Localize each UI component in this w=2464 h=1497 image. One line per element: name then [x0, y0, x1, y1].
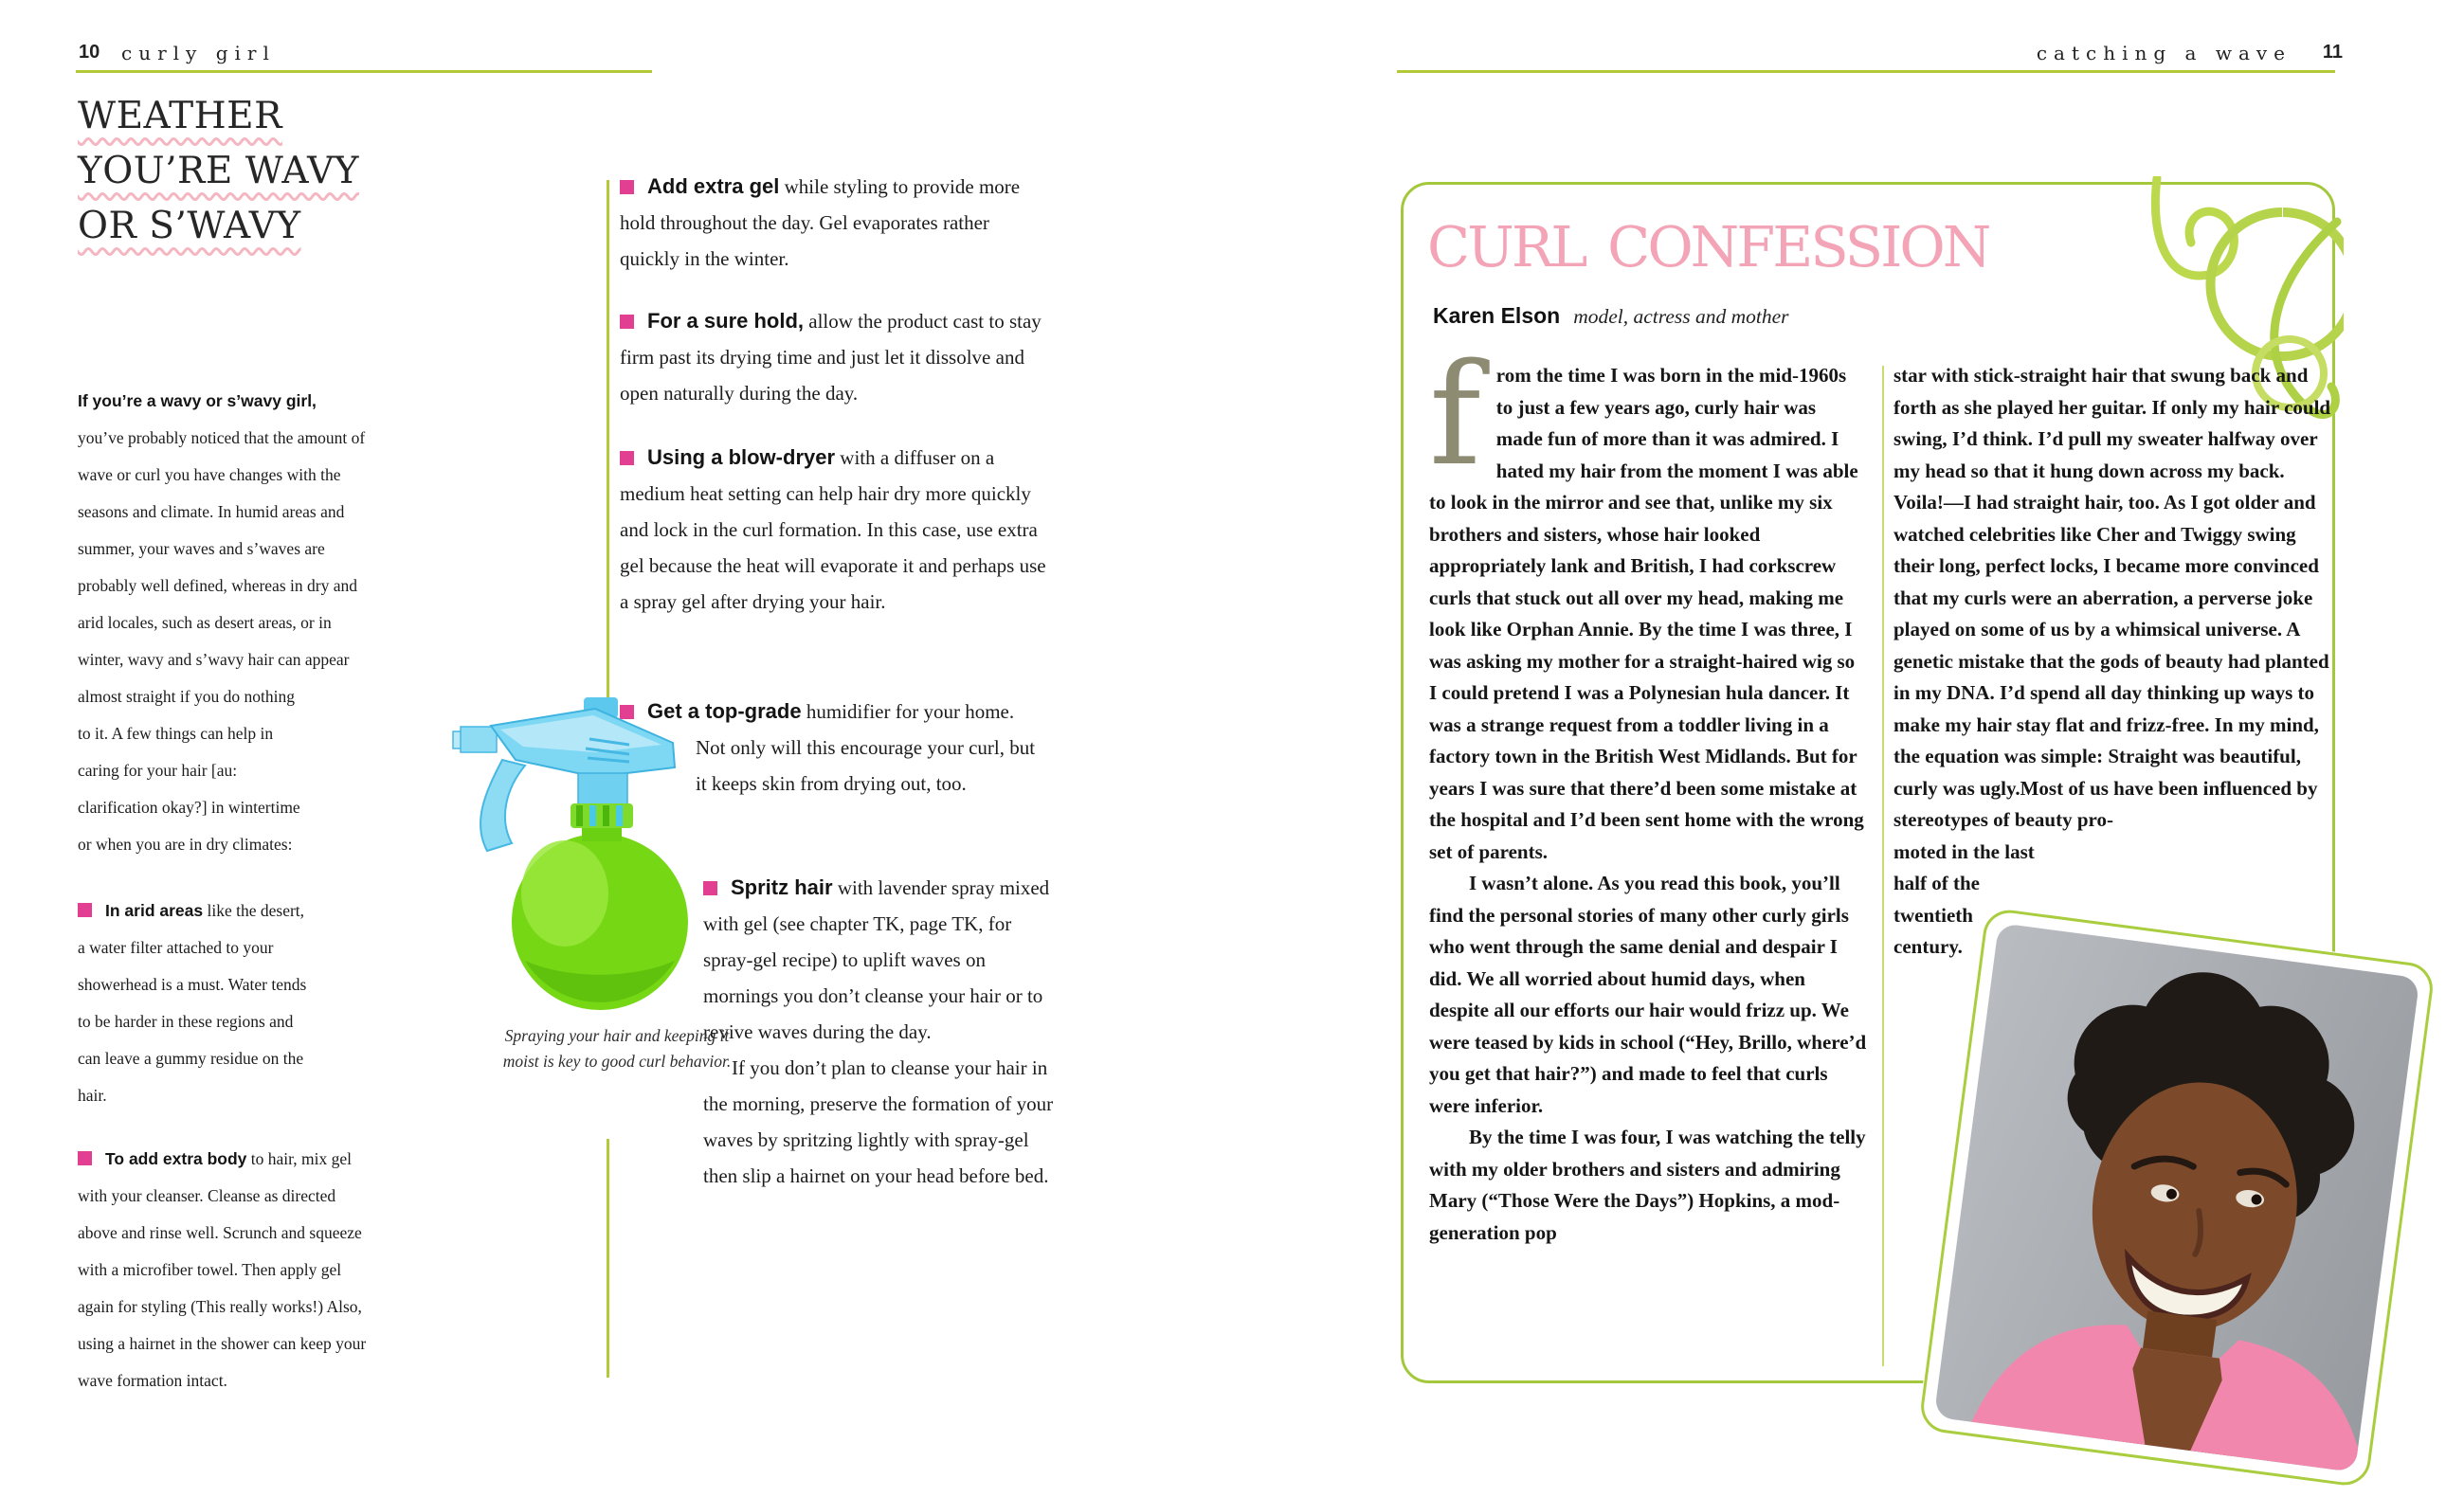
tip-paragraph: Spritz hair with lavender spray mixed with gel (see chapter TK, page TK, for spray-gel recipe) to uplift waves on mornings you don’t cleanse your hair or to revive waves during the day. [703, 875, 1050, 1043]
collar-stripe [576, 805, 583, 826]
bottle-neck [578, 773, 627, 805]
bullet-square-icon [620, 451, 634, 465]
tip-add-extra-gel: Add extra gel while styling to provide more hold throughout the day. Gel evaporates rather quickly in the winter. [620, 174, 1021, 270]
bullet-square-icon [78, 1151, 92, 1165]
intro-paragraph [78, 383, 366, 678]
spray-bottle-illustration [444, 690, 728, 1021]
bullet-square-icon [620, 315, 634, 329]
extra-body-bullet [78, 1141, 373, 1399]
tip-blow-dryer: Using a blow-dryer with a diffuser on a medium heat setting can help hair dry more quickly and lock in the curl formation. In this case, use extra gel because the heat will evaporate it and perhaps use a spray gel after drying your hair. [620, 445, 1046, 613]
tip-paragraph: If you don’t plan to cleanse your hair in the morning, preserve the formation of your waves by spritzing lightly with spray-gel then slip a hairnet on your head before bed. [703, 1056, 1054, 1187]
bullet-text: like the desert, a water filter attached to your showerhead is a must. Water tends to be harder in these regions and can leave a gummy residue on the hair. [78, 901, 307, 1105]
bullet-square-icon [78, 903, 92, 917]
confession-paragraph: I wasn’t alone. As you read this book, you’ll find the personal stories of many other curly girls who went through the same denial and despair I did. We all worried about humid days, when despite all our efforts our hair would frizz up. We were teased by kids in school (“Hey, Brillo, where’d you get that hair?”) and made to feel that curls were inferior. [1429, 872, 1867, 1117]
arid-areas-bullet [78, 893, 315, 1114]
right-page-number: 11 [2322, 42, 2343, 63]
byline-role: model, actress and mother [1573, 305, 1789, 328]
confession-title: curl confession [1427, 192, 1989, 285]
chapter-heading [78, 89, 390, 254]
collar-stripe [616, 805, 623, 826]
intro-paragraph-narrow: almost straight if you do nothing to it. A few things can help in caring for your hair [au: clarification okay?] in wintertime or when you are in dry climates: [78, 687, 300, 854]
heading-line: YOU’RE WAVY [78, 150, 359, 192]
confession-column-2 [1893, 360, 2331, 964]
bullet-text: to hair, mix gel with your cleanser. Cleanse as directed above and rinse well. Scrunch and squeeze with a microfiber towel. Then apply gel again for styling (This really works!) Also, using a hairnet in the shower can keep your wave formation intact. [78, 1149, 367, 1390]
confession-paragraph-narrow: moted in the last half of the twentieth century. [1893, 839, 2035, 958]
portrait-photo [1918, 907, 2436, 1488]
byline-name: Karen Elson [1433, 303, 1561, 328]
spray-nozzle [461, 727, 497, 752]
left-header-rule [76, 70, 652, 73]
heading-line: OR S’WAVY [78, 205, 301, 247]
confession-column-1 [1429, 334, 1867, 1249]
column-divider [607, 1139, 609, 1378]
swirl-loop [2155, 178, 2234, 276]
tip-sure-hold: For a sure hold, allow the product cast to stay firm past its drying time and just let it dissolve and open naturally during the day. [620, 309, 1042, 405]
collar-stripe [603, 805, 609, 826]
trigger [480, 760, 525, 851]
heading-line: WEATHER [78, 95, 282, 137]
column-divider [607, 180, 609, 703]
ball-neck-join [582, 828, 622, 841]
left-running-head: curly girl [121, 42, 276, 64]
smiling-woman-illustration [1934, 923, 2420, 1472]
confession-paragraph: By the time I was four, I was watching the telly with my older brothers and sisters and admiring Mary (“Those Were the Days”) Hopkins, a mod-generation pop [1429, 1126, 1866, 1244]
drop-cap: f [1429, 334, 1481, 496]
collar-stripe [589, 805, 596, 826]
right-header-rule [1397, 70, 2335, 73]
confession-column-divider [1882, 366, 1884, 1366]
intro-lead: If you’re a wavy or s’wavy girl, [78, 391, 317, 410]
right-running-head: catching a wave [2036, 42, 2292, 64]
bullet-lead: In arid areas [105, 901, 204, 920]
ball-highlight [521, 840, 608, 947]
tip-humidifier: Get a top-grade humidifier for your home. Not only will this encourage your curl, but it keeps skin from drying out, too. [620, 694, 1048, 838]
bullet-square-icon [620, 180, 634, 194]
portrait-photo-inner [1934, 923, 2420, 1472]
confession-paragraph: star with stick-straight hair that swung back and forth as she played her guitar. If only my hair could swing, I’d think. I’d pull my sweater halfway over my head so that it hung down across my back. Voila!—I had straight hair, too. As I got older and watched celebrities like Cher and Twiggy swing their long, perfect locks, I became more convinced that my curls were an aberration, a perverse joke played on some of us by a whimsical universe. A genetic mistake that the gods of beauty had planted in my DNA. I’d spend all day thinking up ways to make my hair stay flat and frizz-free. In my mind, the equation was simple: Straight was beautiful, curly was ugly.Most of us have been influenced by stereotypes of beauty pro- [1893, 364, 2331, 831]
left-page-number: 10 [79, 42, 100, 63]
byline [1433, 303, 1789, 329]
confession-paragraph: from the time I was born in the mid-1960s to just a few years ago, curly hair was made fun of more than it was admired. I hated my hair from the moment I was able to look in the mirror and see that, unlike my six brothers and sisters, whose hair looked appropriately lank and British, I had corkscrew curls that stuck out all over my head, making me look like Orphan Annie. By the time I was three, I was asking my mother for a straight-haired wig so I could pretend I was a Polynesian hula dancer. It was a strange request from a toddler living in a factory town in the British West Midlands. But for years I was sure that there’d been some mistake at the hospital and I’d been sent home with the wrong set of parents. [1429, 334, 1864, 863]
bottle-caption: Spraying your hair and keeping it moist is key to good curl behavior. [502, 1026, 732, 1071]
bullet-lead: To add extra body [105, 1149, 247, 1168]
intro-text: you’ve probably noticed that the amount of wave or curl you have changes with the seasons and climate. In humid areas and summer, your waves and s’waves are probably well defined, whereas in dry and arid locales, such as desert areas, or in winter, wavy and s’wavy hair can appear [78, 428, 366, 669]
